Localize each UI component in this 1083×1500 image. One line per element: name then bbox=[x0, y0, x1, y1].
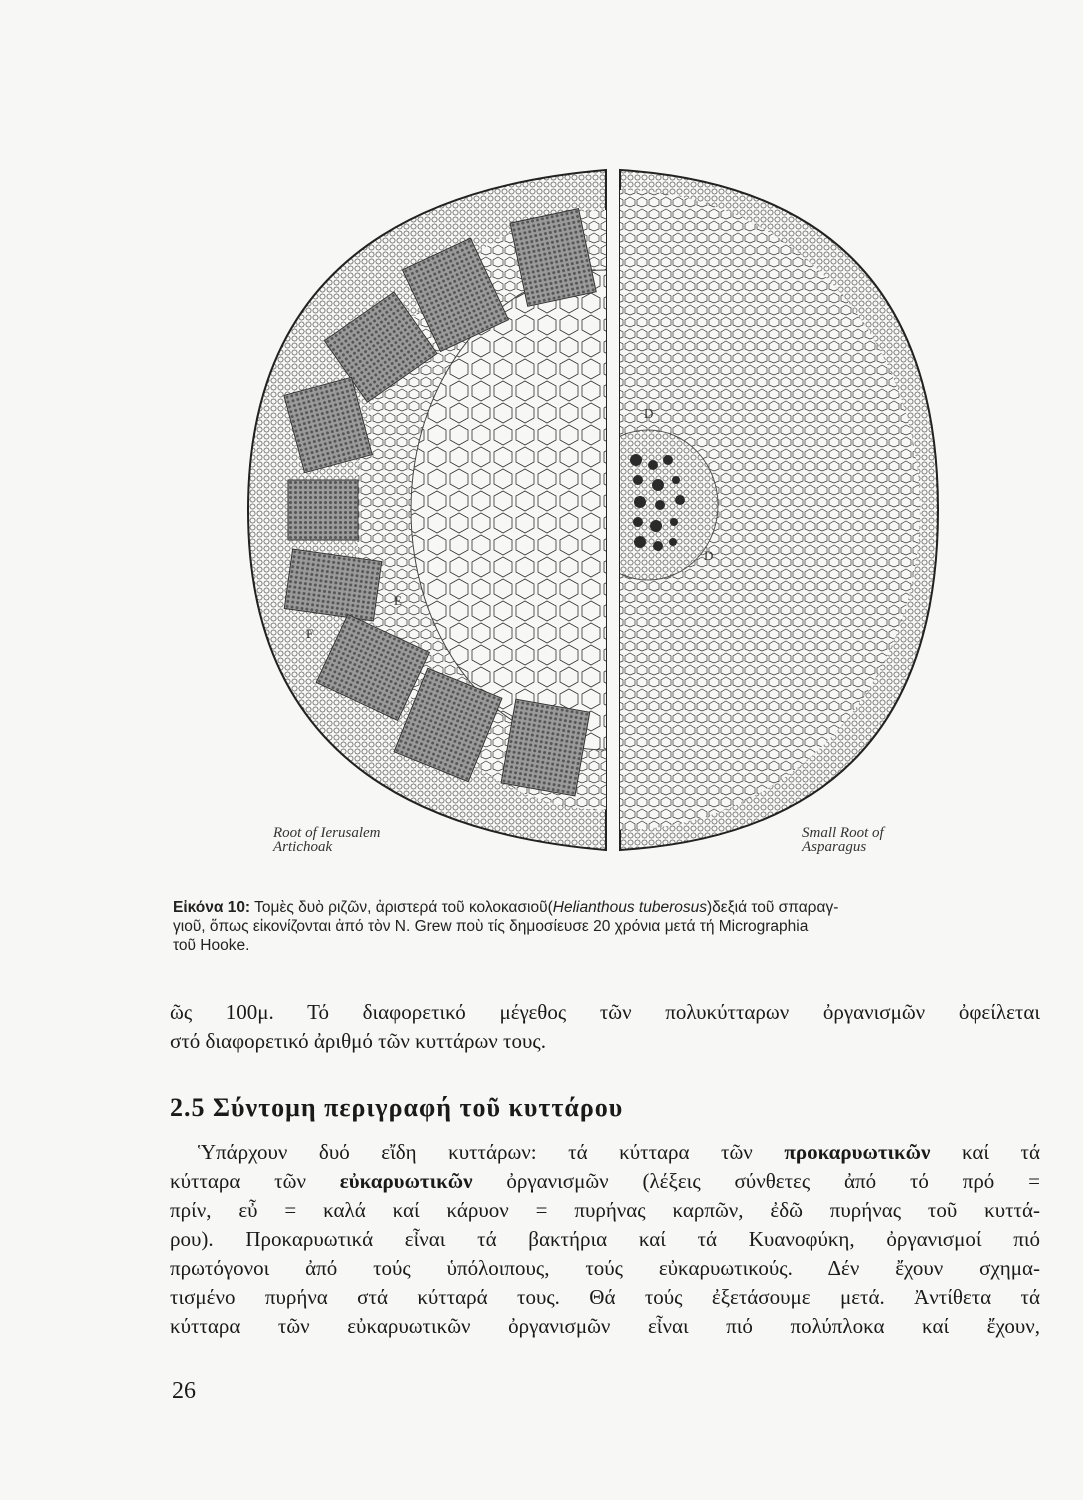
body-line: πρίν, εὖ = καλά καί κάρυον = πυρήνας καρπῶν, ἐδῶ πυρήνας τοῦ κυττά- bbox=[170, 1198, 1040, 1222]
caption-line: γιοῦ, ὅπως εἰκονίζονται ἀπό τὸν Ν. Grew ποὺ τίς δημοσίευσε 20 χρόνια μετά τή Micrographia bbox=[173, 918, 809, 935]
root-cross-section-figure bbox=[228, 160, 948, 860]
caption-latin-name: Helianthous tuberosus bbox=[552, 899, 708, 916]
body-text: καί τά bbox=[930, 1140, 1040, 1164]
root-cross-section-drawing bbox=[228, 160, 948, 860]
caption-title: Εἰκόνα 10: bbox=[173, 899, 251, 916]
figure-label-left: Root of Ierusalem bbox=[273, 825, 381, 841]
term-eukaryotic: εὐκαρυωτικῶν bbox=[339, 1169, 473, 1193]
annotation-letter: F bbox=[306, 626, 314, 641]
caption-text: Τομὲς δυὸ ριζῶν, ἀριστερά τοῦ κολοκασιοῦ( bbox=[250, 899, 553, 916]
figure-label-right-sub: Asparagus bbox=[802, 839, 867, 855]
caption-text: )δεξιά τοῦ σπαραγ- bbox=[707, 899, 839, 916]
body-line bbox=[170, 1138, 1040, 1167]
body-line: στό διαφορετικό ἀριθμό τῶν κυττάρων τους. bbox=[170, 1029, 546, 1053]
caption-line bbox=[173, 898, 1041, 917]
annotation-letter: E bbox=[394, 593, 402, 608]
annotation-letter: D bbox=[704, 548, 714, 563]
figure-caption bbox=[173, 898, 1041, 955]
body-paragraph bbox=[170, 998, 1040, 1056]
body-line: ρου). Προκαρυωτικά εἶναι τά βακτήρια καί τά Κυανοφύκη, ὀργανισμοί πιό bbox=[170, 1227, 1040, 1251]
body-line: κύτταρα τῶν εὐκαρυωτικῶν ὀργανισμῶν εἶναι πιό πολύπλοκα καί ἔχουν, bbox=[170, 1314, 1040, 1338]
caption-line: τοῦ Hooke. bbox=[173, 937, 250, 954]
body-line bbox=[170, 1167, 1040, 1196]
body-text: κύτταρα τῶν bbox=[170, 1169, 340, 1193]
section-heading: 2.5 Σύντομη περιγραφή τοῦ κυττάρου bbox=[170, 1093, 624, 1122]
body-line: τισμένο πυρήνα στά κύτταρά τους. Θά τούς ἐξετάσουμε μετά. Ἀντίθετα τά bbox=[170, 1285, 1040, 1309]
body-text: ὀργανισμῶν (λέξεις σύνθετες ἀπό τό πρό = bbox=[472, 1169, 1040, 1193]
body-line: πρωτόγονοι ἀπό τούς ὑπόλοιπους, τούς εὐκαρυωτικούς. Δέν ἔχουν σχημα- bbox=[170, 1256, 1040, 1280]
annotation-letter: D bbox=[644, 406, 654, 421]
body-line: ῶς 100μ. Τό διαφορετικό μέγεθος τῶν πολυκύτταρων ὀργανισμῶν ὀφείλεται bbox=[170, 1000, 1040, 1024]
figure-label-left-sub: Artichoak bbox=[273, 839, 333, 855]
page-number: 26 bbox=[172, 1378, 196, 1404]
body-paragraph bbox=[170, 1138, 1040, 1341]
figure-label-right: Small Root of bbox=[802, 825, 884, 841]
body-text: Ὑπάρχουν δυό εἴδη κυττάρων: τά κύτταρα τῶν bbox=[198, 1140, 785, 1164]
term-prokaryotic: προκαρυωτικῶν bbox=[784, 1140, 931, 1164]
